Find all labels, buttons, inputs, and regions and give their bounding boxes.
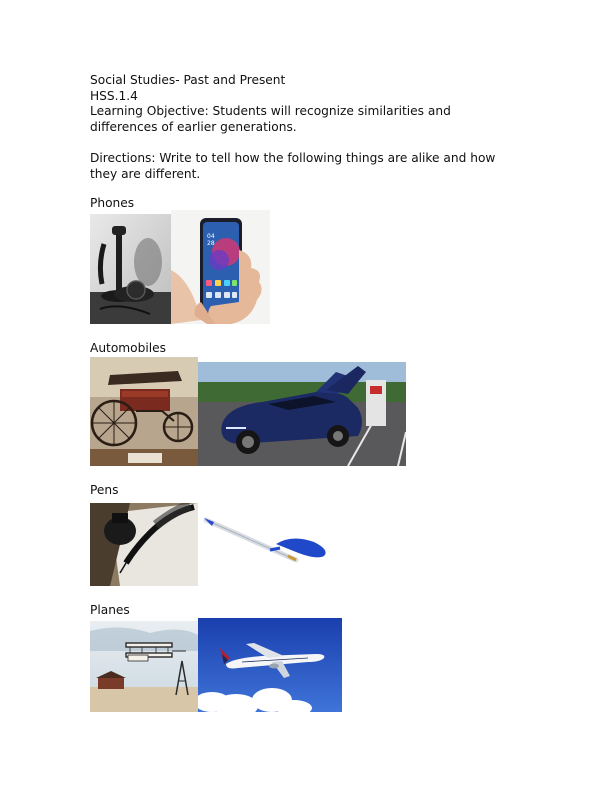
section-label-pens: Pens: [90, 483, 119, 497]
antique-motor-carriage-image: [90, 357, 198, 466]
learning-objective: Learning Objective: Students will recognize similarities and differences of earlier generations.: [90, 104, 451, 134]
section-label-phones: Phones: [90, 196, 135, 210]
ballpoint-pen-image: [200, 512, 330, 566]
section-label-planes: Planes: [90, 603, 130, 617]
early-biplane-image: [90, 621, 198, 712]
phone-clock-hours: 04: [207, 233, 215, 240]
modern-blue-electric-suv-image: [198, 362, 406, 466]
smartphone-in-hand-image: [171, 210, 270, 324]
phone-clock-minutes: 28: [207, 240, 215, 247]
section-label-automobiles: Automobiles: [90, 341, 166, 355]
candlestick-telephone-image: [90, 214, 171, 324]
directions: Directions: Write to tell how the following things are alike and how they are different.: [90, 151, 496, 181]
jet-airliner-image: [198, 618, 342, 712]
standard-code: HSS.1.4: [90, 89, 138, 103]
quill-and-inkwell-image: [90, 503, 198, 586]
page-title: Social Studies- Past and Present: [90, 73, 286, 87]
